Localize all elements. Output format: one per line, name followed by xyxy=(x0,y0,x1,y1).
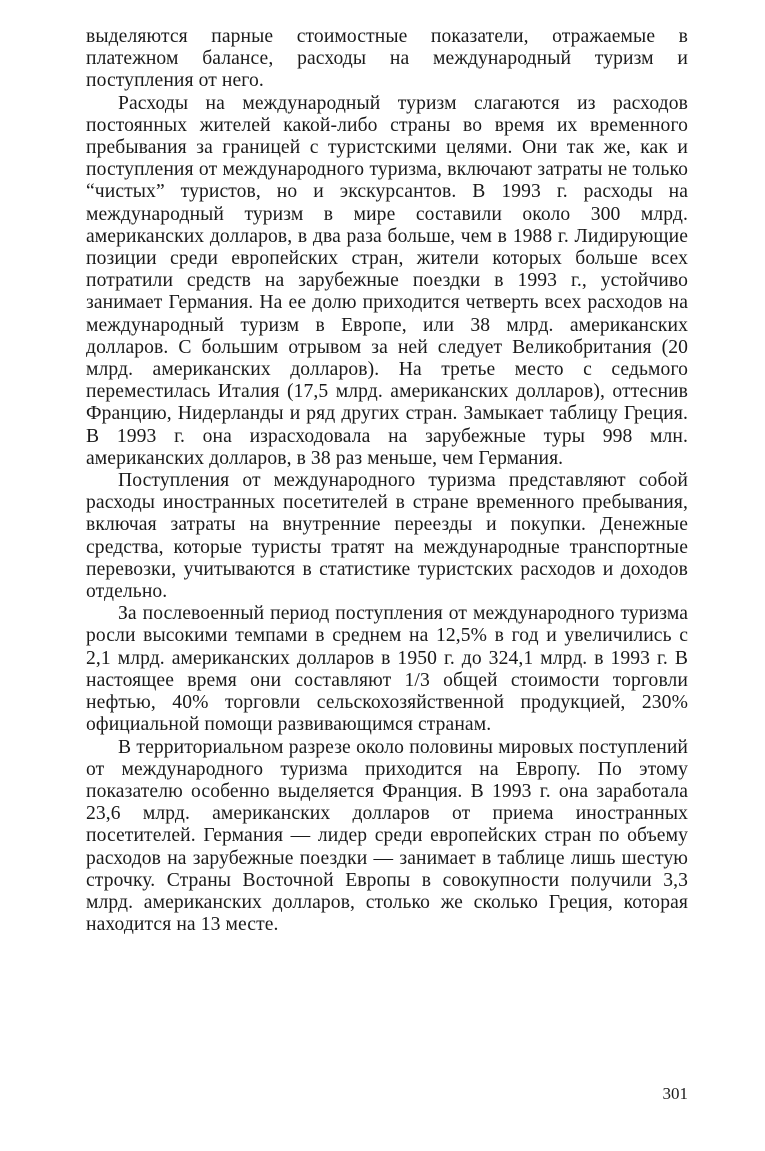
paragraph-postwar-growth: За послевоенный период поступления от международного туризма росли высокими темпами в среднем на 12,5% в год и увеличились с 2,1 млрд. американских долларов в 1950 г. до 324,1 млрд. в 1993 г. В настоящее время они составляют 1/3 общей стоимости торговли нефтью, 40% торговли сельскохозяйственной продукцией, 230% официальной помощи развивающимся странам. xyxy=(86,603,688,736)
paragraph-tourism-receipts: Поступления от международного туризма представляют собой расходы иностранных посетителей в стране временного пребывания, включая затраты на внутренние переезды и покупки. Денежные средства, которые туристы тратят на международные транспортные перевозки, учитываются в статистике туристских расходов и доходов отдельно. xyxy=(86,470,688,603)
paragraph-territorial-breakdown: В территориальном разрезе около половины мировых поступлений от международного туризма приходится на Европу. По этому показателю особенно выделяется Франция. В 1993 г. она заработала 23,6 млрд. американских долларов от приема иностранных посетителей. Германия — лидер среди европейских стран по объему расходов на зарубежные поездки — занимает в таблице лишь шестую строчку. Страны Восточной Европы в совокупности получили 3,3 млрд. американских долларов, столько же сколько Греция, которая находится на 13 месте. xyxy=(86,736,688,936)
page-number: 301 xyxy=(662,1084,688,1103)
page-body-text xyxy=(86,26,688,936)
paragraph-continued: выделяются парные стоимостные показатели, отражаемые в платежном балансе, расходы на международный туризм и поступления от него. xyxy=(86,26,688,92)
paragraph-tourism-expenses: Расходы на международный туризм слагаются из расходов постоянных жителей какой-либо страны во время их временного пребывания за границей с туристскими целями. Они так же, как и поступления от международного туризма, включают затраты не только “чистых” туристов, но и экскурсантов. В 1993 г. расходы на международный туризм в мире составили около 300 млрд. американских долларов, в два раза больше, чем в 1988 г. Лидирующие позиции среди европейских стран, жители которых больше всех потратили средств на зарубежные поездки в 1993 г., устойчиво занимает Германия. На ее долю приходится четверть всех расходов на международный туризм в Европе, или 38 млрд. американских долларов. С большим отрывом за ней следует Великобритания (20 млрд. американских долларов). На третье место с седьмого переместилась Италия (17,5 млрд. американских долларов), оттеснив Францию, Нидерланды и ряд других стран. Замыкает таблицу Греция. В 1993 г. она израсходовала на зарубежные туры 998 млн. американских долларов, в 38 раз меньше, чем Германия. xyxy=(86,92,688,469)
